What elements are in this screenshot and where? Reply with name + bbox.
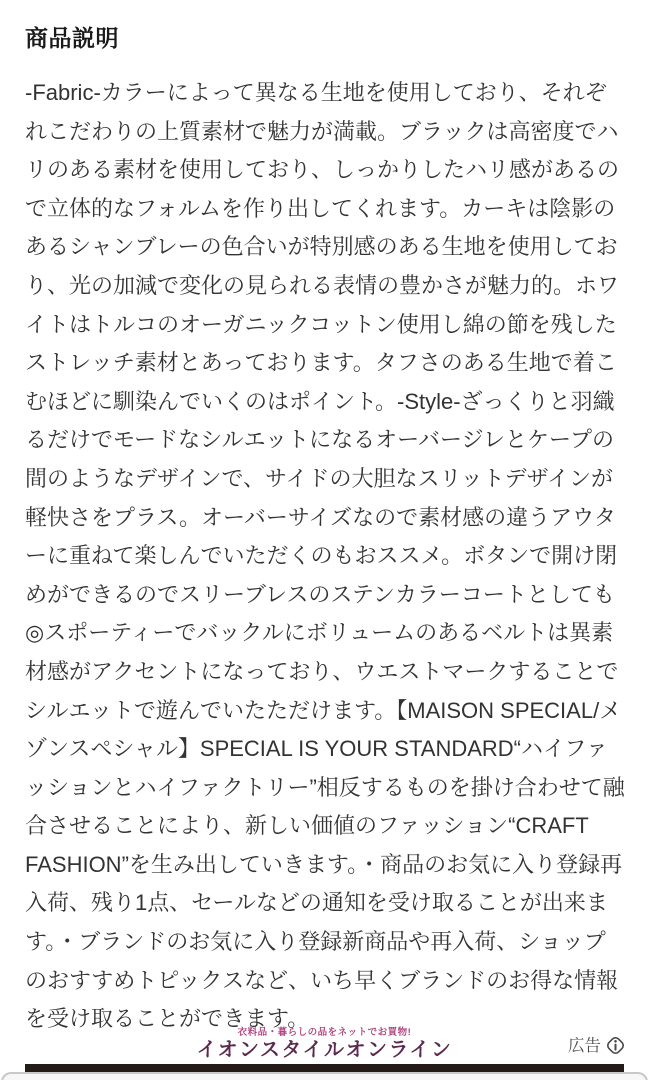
ad-disclosure bbox=[568, 1034, 627, 1057]
ad-tagline: 衣料品・暮らしの品をネットでお買物! bbox=[237, 1027, 412, 1038]
ad-banner-section bbox=[0, 1027, 649, 1065]
page-title: 商品説明 bbox=[25, 25, 119, 52]
next-card-top-edge bbox=[1, 1072, 648, 1080]
info-icon[interactable] bbox=[604, 1034, 627, 1057]
product-description-text: -Fabric-カラーによって異なる生地を使用しており、それぞれこだわりの上質素材で魅力が満載。ブラックは高密度でハリのある素材を使用しており、しっかりしたハリ感があるので立体的なフォルムを作り出してくれます。カーキは陰影のあるシャンブレーの色合いが特別感のある生地を使用しており、光の加減で変化の見られる表情の豊かさが魅力的。ホワイトはトルコのオーガニックコットン使用し綿の節を残したストレッチ素材とあっております。タフさのある生地で着こむほどに馴染んでいくのはポイント。-Style-ざっくりと羽織るだけでモードなシルエットになるオーバージレとケープの間のようなデザインで、サイドの大胆なスリットデザインが軽快さをプラス。オーバーサイズなので素材感の違うアウターに重ねて楽しんでいただくのもおススメ。ボタンで開け閉めができるのでスリーブレスのステンカラーコートとしても◎スポーティーでバックルにボリュームのあるベルトは異素材感がアクセントになっており、ウエストマークすることでシルエットで遊んでいたただけます。【MAISON SPECIAL/メゾンスペシャル】SPECIAL IS YOUR STANDARD“ハイファッションとハイファクトリー”相反するものを掛け合わせて融合させることにより、新しい価値のファッション“CRAFT FASHION”を生み出していきます。・商品のお気に入り登録再入荷、残り1点、セールなどの通知を受け取ることが出来ます。・ブランドのお気に入り登録新商品や再入荷、ショップのおすすめトピックスなど、いち早くブランドのお得な情報を受け取ることができます。 bbox=[25, 80, 625, 1032]
ad-brand-logo: イオンスタイルオンライン bbox=[196, 1039, 453, 1061]
ad-disclosure-label: 広告 bbox=[568, 1036, 601, 1055]
ad-banner-link[interactable] bbox=[0, 1027, 649, 1062]
